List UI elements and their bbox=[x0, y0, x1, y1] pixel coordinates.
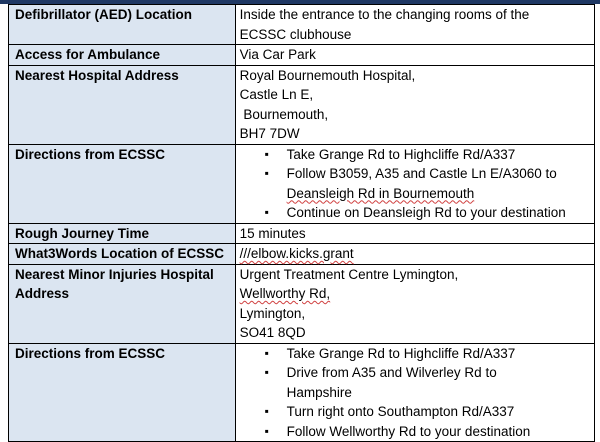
value-line: Bournemouth, bbox=[240, 105, 590, 125]
row-label bbox=[9, 265, 236, 343]
row-label bbox=[9, 66, 236, 144]
list-item-text: Follow B3059, A35 and Castle Ln E/A3060 to bbox=[287, 166, 557, 181]
value-line: Castle Ln E, bbox=[240, 85, 590, 105]
row-label bbox=[9, 45, 236, 65]
value-line: Inside the entrance to the changing rooms of the bbox=[240, 5, 590, 25]
label-text: Nearest Minor Injuries Hospital bbox=[15, 265, 229, 285]
list-item bbox=[265, 344, 590, 364]
row-value bbox=[236, 45, 595, 65]
label-text: What3Words Location of ECSSC bbox=[15, 244, 229, 264]
row-value bbox=[236, 5, 595, 44]
list-item bbox=[265, 164, 590, 203]
row-label bbox=[9, 344, 236, 442]
value-line: BH7 7DW bbox=[240, 124, 590, 144]
value-line: Wellworthy Rd, bbox=[240, 284, 590, 304]
label-text: Defibrillator (AED) Location bbox=[15, 5, 229, 25]
label-text: Nearest Hospital Address bbox=[15, 66, 229, 86]
table-row bbox=[8, 66, 595, 145]
list-item-text: Deansleigh Rd in Bournemouth bbox=[287, 186, 475, 201]
value-line: Lymington, bbox=[240, 304, 590, 324]
value-line: ECSSC clubhouse bbox=[240, 25, 590, 45]
label-text: Address bbox=[15, 284, 229, 304]
value-line: 15 minutes bbox=[240, 224, 590, 244]
row-value bbox=[236, 244, 595, 264]
list-item-text: Hampshire bbox=[287, 385, 352, 400]
list-item-text: Take Grange Rd to Highcliffe Rd/A337 bbox=[287, 346, 516, 361]
table-row bbox=[8, 244, 595, 265]
table-row bbox=[8, 45, 595, 66]
list-item bbox=[265, 203, 590, 223]
value-line: Royal Bournemouth Hospital, bbox=[240, 66, 590, 86]
list-item-text: Turn right onto Southampton Rd/A337 bbox=[287, 404, 515, 419]
row-label bbox=[9, 5, 236, 44]
label-text: Rough Journey Time bbox=[15, 224, 229, 244]
list-item-text: Drive from A35 and Wilverley Rd to bbox=[287, 365, 497, 380]
list-item-text: Continue on Deansleigh Rd to your destination bbox=[287, 205, 566, 220]
list-item-text: Take Grange Rd to Highcliffe Rd/A337 bbox=[287, 147, 516, 162]
what3words-value: ///elbow.kicks.grant bbox=[240, 244, 590, 264]
row-value bbox=[236, 66, 595, 144]
table-row bbox=[8, 5, 595, 45]
label-text: Directions from ECSSC bbox=[15, 344, 229, 364]
directions-list bbox=[240, 344, 590, 442]
table-row bbox=[8, 224, 595, 245]
value-line: Urgent Treatment Centre Lymington, bbox=[240, 265, 590, 285]
list-item bbox=[265, 422, 590, 442]
table-row bbox=[8, 344, 595, 442]
list-item-text: Follow Wellworthy Rd to your destination bbox=[287, 424, 531, 439]
value-line: Via Car Park bbox=[240, 45, 590, 65]
row-label bbox=[9, 224, 236, 244]
directions-list bbox=[240, 145, 590, 223]
table-row bbox=[8, 265, 595, 344]
emergency-info-table bbox=[8, 4, 595, 442]
table-row bbox=[8, 145, 595, 224]
row-value bbox=[236, 344, 595, 442]
row-value bbox=[236, 224, 595, 244]
list-item bbox=[265, 145, 590, 165]
label-text: Access for Ambulance bbox=[15, 45, 229, 65]
list-item bbox=[265, 363, 590, 402]
row-value bbox=[236, 265, 595, 343]
label-text: Directions from ECSSC bbox=[15, 145, 229, 165]
list-item bbox=[265, 402, 590, 422]
row-value bbox=[236, 145, 595, 223]
row-label bbox=[9, 145, 236, 223]
value-line: SO41 8QD bbox=[240, 323, 590, 343]
row-label bbox=[9, 244, 236, 264]
